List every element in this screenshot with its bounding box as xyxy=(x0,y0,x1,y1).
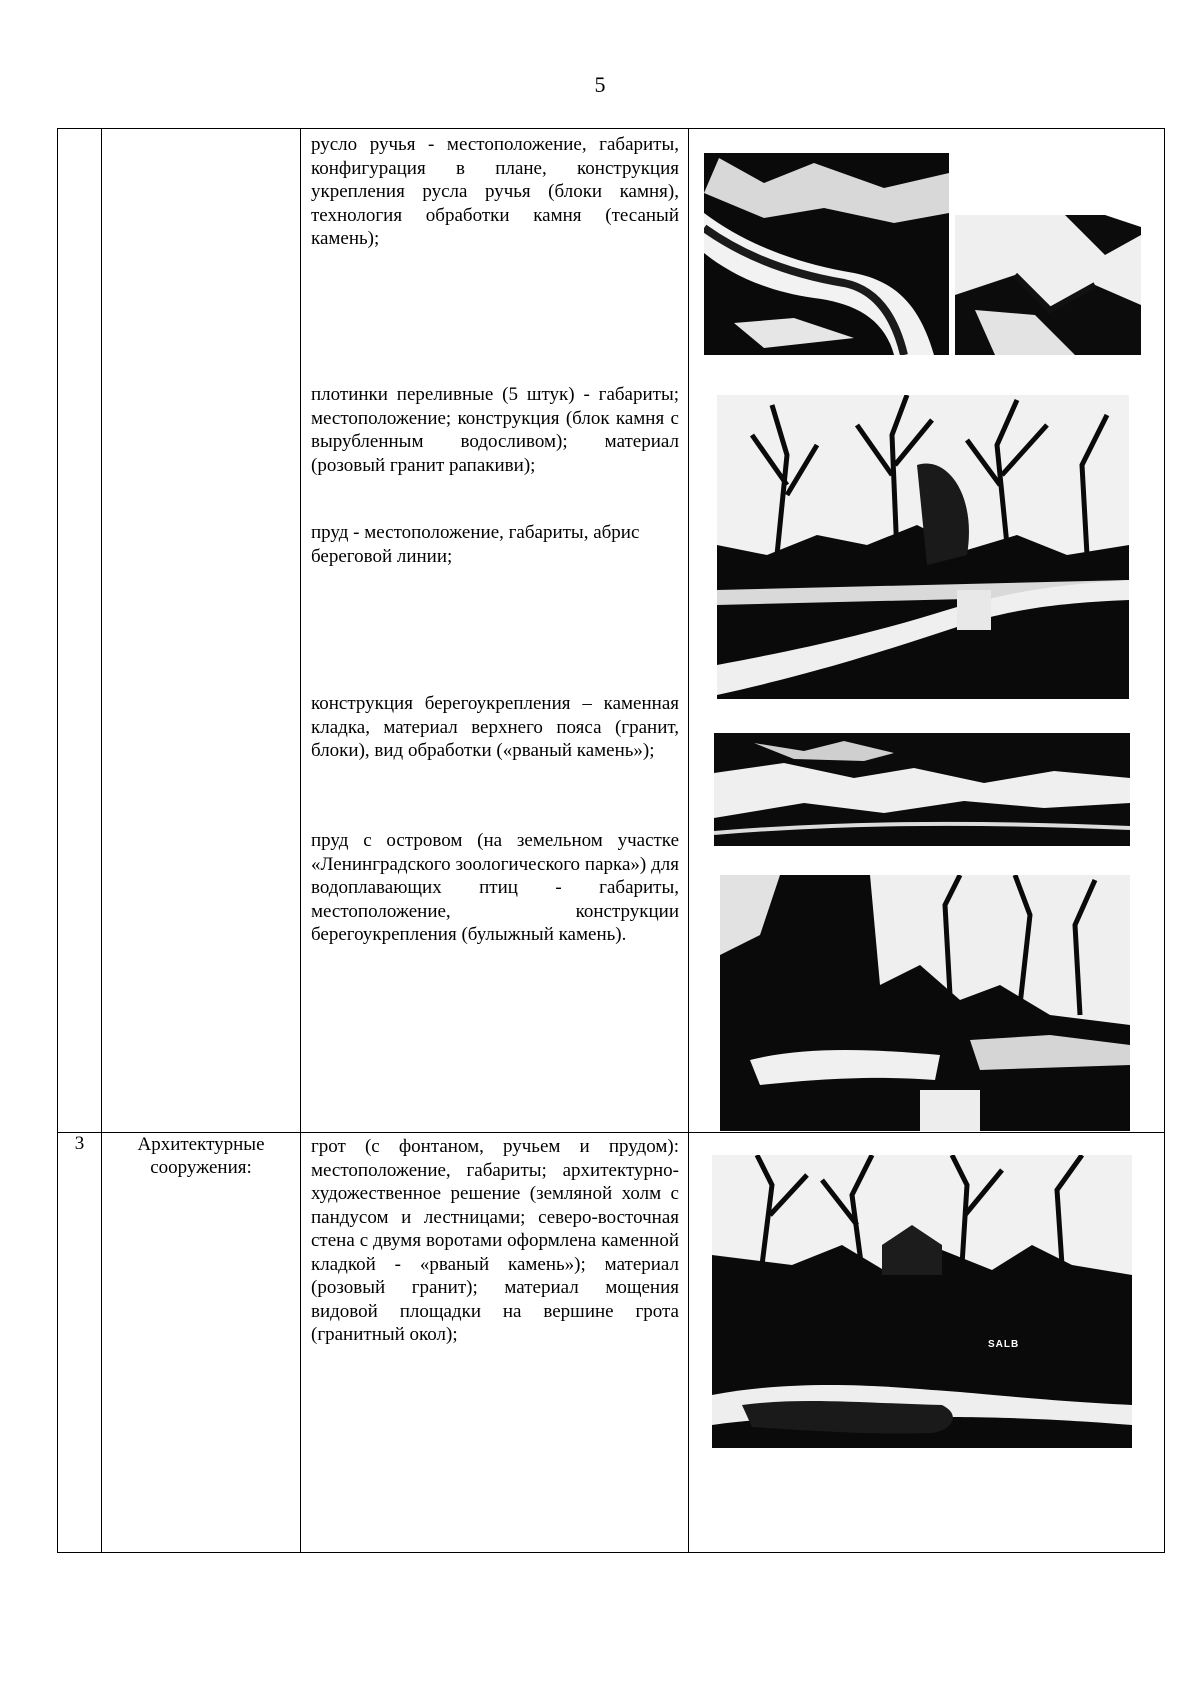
description-cell xyxy=(301,1133,689,1553)
photo-pond-island xyxy=(720,875,1130,1131)
photo-grotto xyxy=(712,1155,1132,1455)
table-row xyxy=(58,129,1165,1133)
photo-sign-text: SALB xyxy=(988,1339,1020,1350)
heritage-table xyxy=(57,128,1165,1553)
item-bank-reinforcement: конструкция берегоукрепления – каменная кладка, материал верхнего пояса (гранит, блоки), вид обработки («рваный камень»); xyxy=(311,693,679,761)
photo-cell xyxy=(689,129,1165,1133)
table-row xyxy=(58,1133,1165,1553)
item-weirs: плотинки переливные (5 штук) - габариты; местоположение; конструкция (блок камня с вырубленным водосливом); материал (розовый гранит рапакиви); xyxy=(311,384,679,476)
section-title-cell: Архитектурные сооружения: xyxy=(102,1133,301,1553)
photo-stream-bed xyxy=(704,153,949,355)
item-stream-bed: русло ручья - местоположение, габариты, конфигурация в плане, конструкция укрепления русла ручья (блоки камня), технология обработки камня (тесаный камень); xyxy=(311,134,679,249)
item-grotto: грот (с фонтаном, ручьем и прудом): местоположение, габариты; архитектурно-художественное решение (земляной холм с пандусом и лестницами; северо-восточная стена с двумя воротами оформлена каменной кладкой - «рваный камень»); материал (розовый гранит); материал мощения видовой площадки на вершине грота (гранитный окол); xyxy=(311,1136,679,1345)
photo-weirs-park xyxy=(717,395,1129,699)
section-title-cell xyxy=(102,129,301,1133)
photo-stone-blocks xyxy=(955,215,1141,355)
photo-cell xyxy=(689,1133,1165,1553)
photo-bank-reinforcement xyxy=(714,733,1130,846)
item-pond-with-island: пруд с островом (на земельном участке «Ленинградского зоологического парка») для водоплавающих птиц - габариты, местоположение, конструкции берегоукрепления (булыжный камень). xyxy=(311,830,679,945)
page-number: 5 xyxy=(594,72,606,97)
row-number-cell: 3 xyxy=(58,1133,102,1553)
row-number-cell xyxy=(58,129,102,1133)
description-cell xyxy=(301,129,689,1133)
item-pond: пруд - местоположение, габариты, абрис береговой линии; xyxy=(311,522,640,567)
